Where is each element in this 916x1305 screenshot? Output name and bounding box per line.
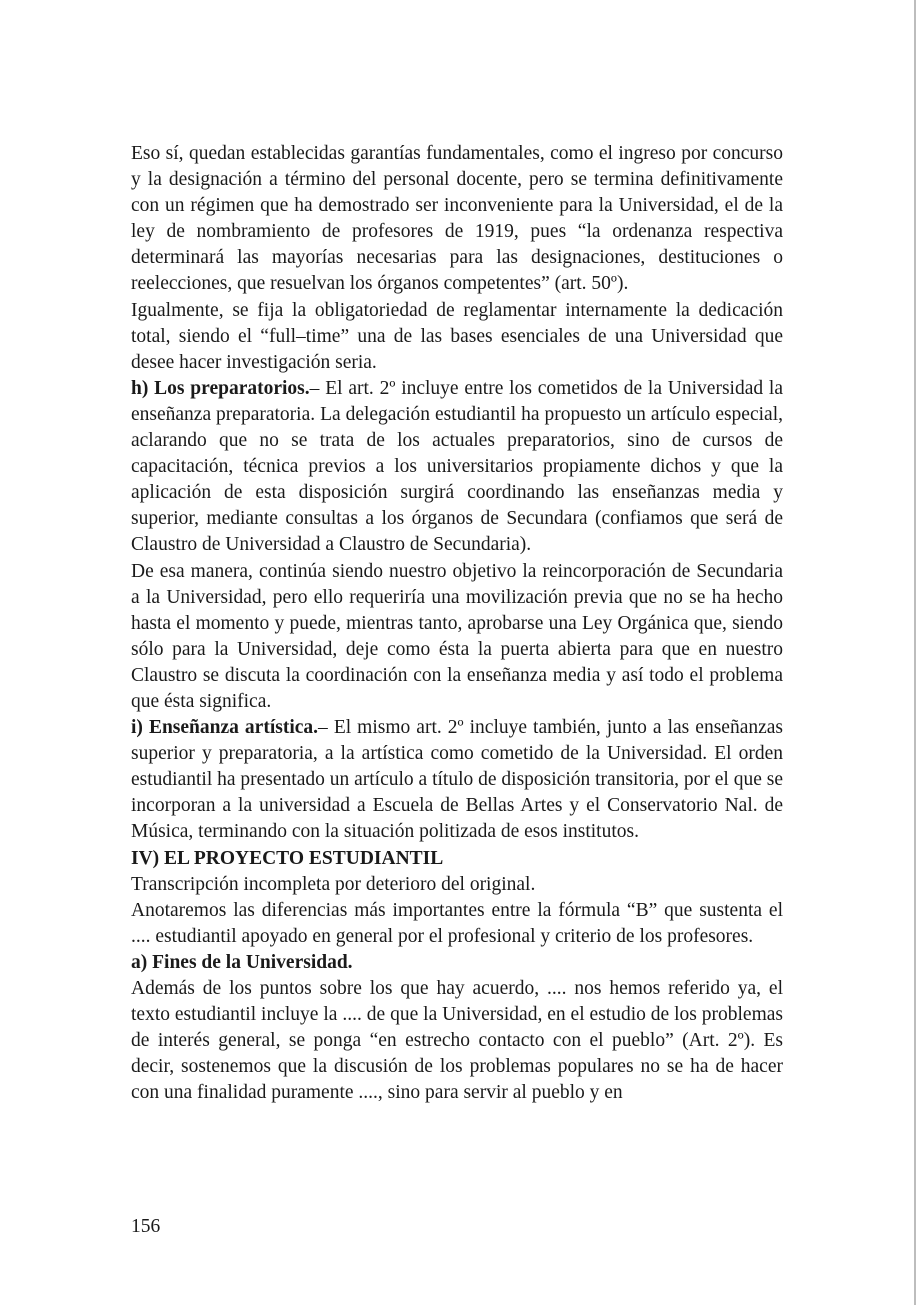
paragraph-text: – El art. 2º incluye entre los cometidos de la Universidad la enseñanza preparatoria. La delegación estudiantil ha propuesto un artículo especial, aclarando que no se trata de los actuales preparatorios, sino de cursos de capacitación, técnica previos a los universitarios propiamente dichos y que la aplicación de esta disposición surgirá coordinando las enseñanzas media y superior, mediante consultas a los órganos de Secundara (confiamos que será de Claustro de Universidad a Claustro de Secundaria). bbox=[131, 377, 783, 556]
paragraph-text: De esa manera, continúa siendo nuestro objetivo la reincorporación de Secundaria a la Universidad, pero ello requeriría una movilización previa que no se ha hecho hasta el momento y puede, mientras tanto, aprobarse una Ley Orgánica que, siendo sólo para la Universidad, deje como ésta la puerta abierta para que en nuestro Claustro se discuta la coordinación con la enseñanza media y así todo el problema que ésta significa. bbox=[131, 560, 783, 712]
paragraph-lead: i) Enseñanza artística. bbox=[131, 717, 319, 739]
paragraph-transcripcion: Transcripción incompleta por deterioro del original. bbox=[131, 873, 536, 895]
page-body bbox=[131, 141, 783, 1106]
page-number: 156 bbox=[131, 1216, 161, 1237]
paragraph-fines: Además de los puntos sobre los que hay acuerdo, .... nos hemos referido ya, el texto estudiantil incluye la .... de que la Universidad, en el estudio de los problemas de interés general, se ponga “en estrecho contacto con el pueblo” (Art. 2º). Es decir, sostenemos que la discusión de los problemas populares no se ha de hacer con una finalidad puramente ...., sino para servir al pueblo y en bbox=[131, 978, 783, 1104]
paragraph-lead: h) Los preparatorios. bbox=[131, 377, 310, 399]
paragraph-text: Igualmente, se fija la obligatoriedad de reglamentar internamente la dedicación total, siendo el “full–time” una de las bases esenciales de una Universidad que desee hacer investigación seria. bbox=[131, 299, 783, 373]
paragraph-preparatorios bbox=[131, 376, 783, 559]
paragraph-dedicacion-total bbox=[131, 298, 783, 376]
paragraph-ensenanza-artistica bbox=[131, 715, 783, 845]
subheading: a) Fines de la Universidad. bbox=[131, 951, 353, 973]
paragraph-garantias bbox=[131, 141, 783, 298]
paragraph-text: Eso sí, quedan establecidas garantías fundamentales, como el ingreso por concurso y la designación a término del personal docente, pero se termina definitivamente con un régimen que ha demostrado ser inconveniente para la Universidad, el de la ley de nombramiento de profesores de 1919, pues “la ordenanza respectiva determinará las mayorías necesarias para las designaciones, destituciones o reelecciones, que resuelvan los órganos competentes” (art. 50º). bbox=[131, 143, 783, 295]
paragraph-secundaria bbox=[131, 559, 783, 716]
paragraph-text: – El mismo art. 2º incluye también, junto a las enseñanzas superior y preparatoria, a la artística como cometido de la Universidad. El orden estudiantil ha presentado un artículo a título de disposición transitoria, por el que se incorporan a la universidad a Escuela de Bellas Artes y el Conservatorio Nal. de Música, terminando con la situación politizada de esos institutos. bbox=[131, 717, 784, 843]
section-heading: IV) EL PROYECTO ESTUDIANTIL bbox=[131, 847, 444, 869]
paragraph-diferencias: Anotaremos las diferencias más importantes entre la fórmula “B” que sustenta el .... estudiantil apoyado en general por el profesional y criterio de los profesores. bbox=[131, 899, 783, 947]
